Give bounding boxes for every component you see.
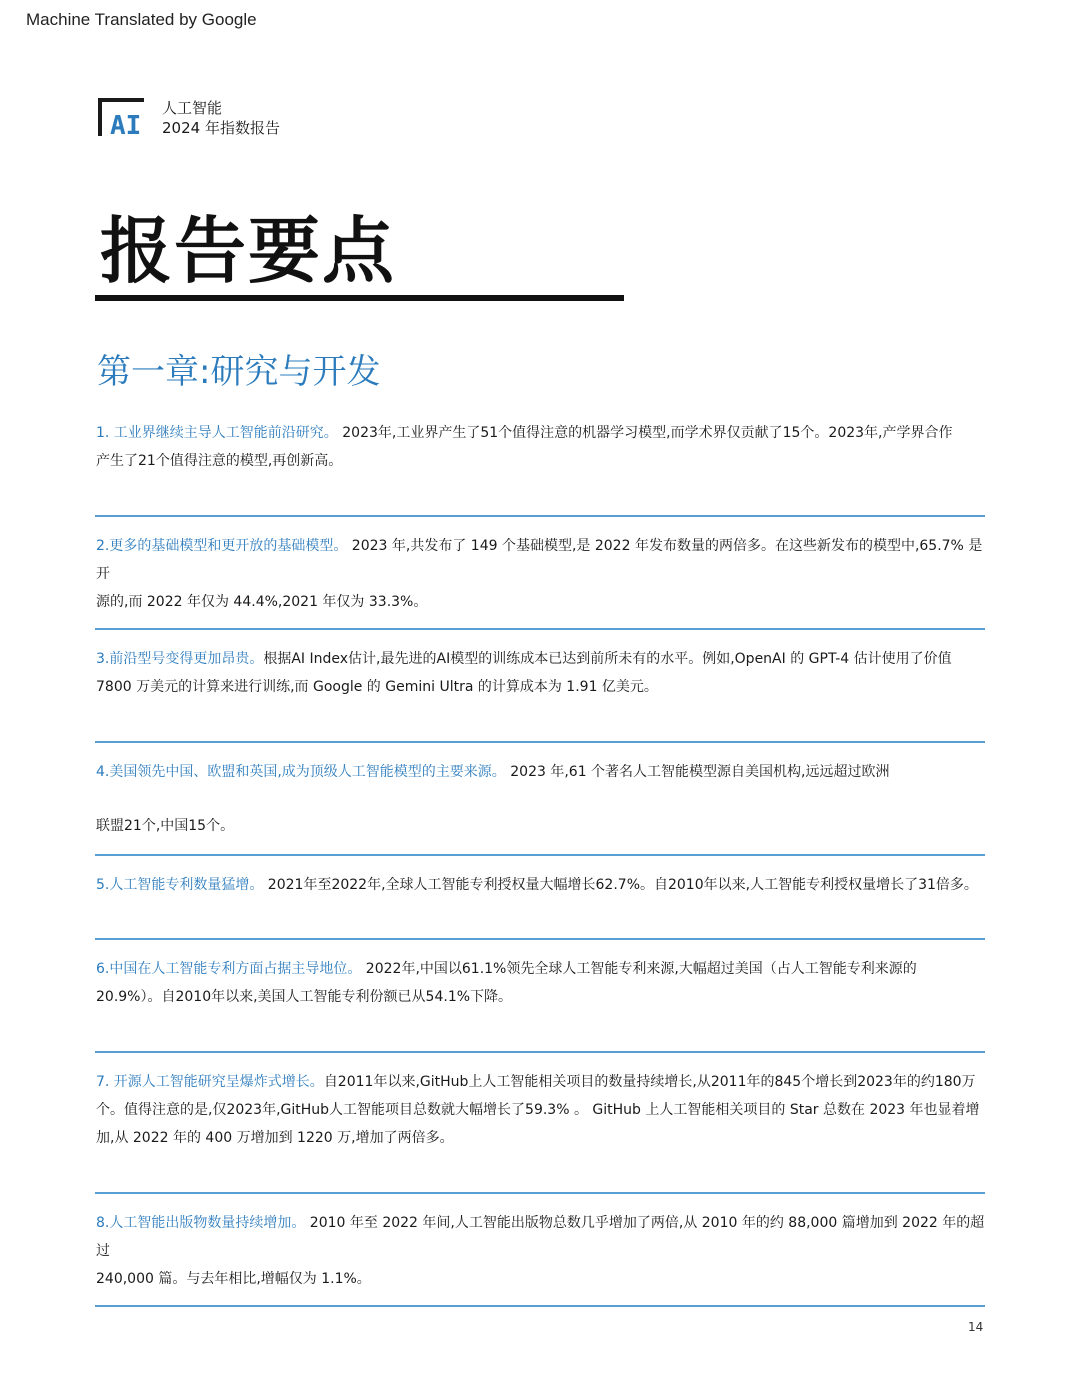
item-text: 加,从 2022 年的 400 万增加到 1220 万,增加了两倍多。 (96, 1130, 454, 1146)
item-text: 2023年,工业界产生了51个值得注意的机器学习模型,而学术界仅贡献了15个。2023年,产学界合作 (337, 425, 953, 441)
item-divider (95, 1192, 985, 1194)
item-text: 2022年,中国以61.1%领先全球人工智能专利来源,大幅超过美国（占人工智能专利来源的 (361, 961, 917, 977)
highlight-item-6 (96, 955, 985, 1011)
item-divider (95, 741, 985, 743)
title-underline (95, 295, 624, 301)
report-logo (96, 96, 280, 140)
item-text: 240,000 篇。与去年相比,增幅仅为 1.1%。 (96, 1271, 371, 1287)
item-lead: 8.人工智能出版物数量持续增加。 (96, 1215, 306, 1231)
highlight-item-7 (96, 1068, 985, 1152)
item-divider (95, 938, 985, 940)
logo-mark-text: AI (110, 111, 142, 140)
machine-translation-banner: Machine Translated by Google (26, 10, 257, 29)
chapter-title: 第一章:研究与开发 (97, 352, 381, 392)
item-lead: 1. 工业界继续主导人工智能前沿研究。 (96, 425, 338, 441)
item-divider (95, 1051, 985, 1053)
highlight-item-1 (96, 419, 985, 475)
item-text: 7800 万美元的计算来进行训练,而 Google 的 Gemini Ultra 的计算成本为 1.91 亿美元。 (96, 679, 658, 695)
item-lead: 3.前沿型号变得更加昂贵。 (96, 651, 264, 667)
item-divider (95, 628, 985, 630)
page-title: 报告要点 (100, 209, 397, 293)
item-text: 2010 年至 2022 年间,人工智能出版物总数几乎增加了两倍,从 2010 年的约 88,000 篇增加到 2022 年的超过 (96, 1215, 985, 1259)
item-divider (95, 515, 985, 517)
item-text: 个。值得注意的是,仅2023年,GitHub人工智能项目总数就大幅增长了59.3% 。 GitHub 上人工智能相关项目的 Star 总数在 2023 年也显着增 (96, 1102, 980, 1118)
logo-line-2: 2024 年指数报告 (162, 119, 280, 137)
item-text: 2023 年,共发布了 149 个基础模型,是 2022 年发布数量的两倍多。在这些新发布的模型中,65.7% 是开 (96, 538, 983, 582)
highlight-item-4 (96, 758, 985, 840)
item-text: 2021年至2022年,全球人工智能专利授权量大幅增长62.7%。自2010年以来,人工智能专利授权量增长了31倍多。 (263, 877, 978, 893)
item-lead: 2.更多的基础模型和更开放的基础模型。 (96, 538, 348, 554)
page-number: 14 (968, 1320, 984, 1334)
item-lead: 7. 开源人工智能研究呈爆炸式增长。 (96, 1074, 324, 1090)
item-divider (95, 854, 985, 856)
item-text: 自2011年以来,GitHub上人工智能相关项目的数量持续增长,从2011年的845个增长到2023年的约180万 (323, 1074, 976, 1090)
highlight-item-8 (96, 1209, 985, 1293)
item-text: 产生了21个值得注意的模型,再创新高。 (96, 453, 343, 469)
item-text: 源的,而 2022 年仅为 44.4%,2021 年仅为 33.3%。 (96, 594, 428, 610)
ai-logo-icon (96, 96, 150, 140)
item-text: 根据AI Index估计,最先进的AI模型的训练成本已达到前所未有的水平。例如,OpenAI 的 GPT-4 估计使用了价值 (263, 651, 952, 667)
item-lead: 5.人工智能专利数量猛增。 (96, 877, 264, 893)
highlight-item-2 (96, 532, 985, 616)
item-text: 20.9%）。自2010年以来,美国人工智能专利份额已从54.1%下降。 (96, 989, 513, 1005)
item-lead: 4.美国领先中国、欧盟和英国,成为顶级人工智能模型的主要来源。 (96, 764, 506, 780)
item-lead: 6.中国在人工智能专利方面占据主导地位。 (96, 961, 362, 977)
item-divider (95, 1305, 985, 1307)
logo-line-1: 人工智能 (162, 99, 223, 117)
item-text: 联盟21个,中国15个。 (96, 818, 235, 834)
item-text: 2023 年,61 个著名人工智能模型源自美国机构,远远超过欧洲 (505, 764, 890, 780)
highlight-item-5 (96, 871, 985, 899)
logo-text (162, 98, 280, 138)
highlight-item-3 (96, 645, 985, 701)
